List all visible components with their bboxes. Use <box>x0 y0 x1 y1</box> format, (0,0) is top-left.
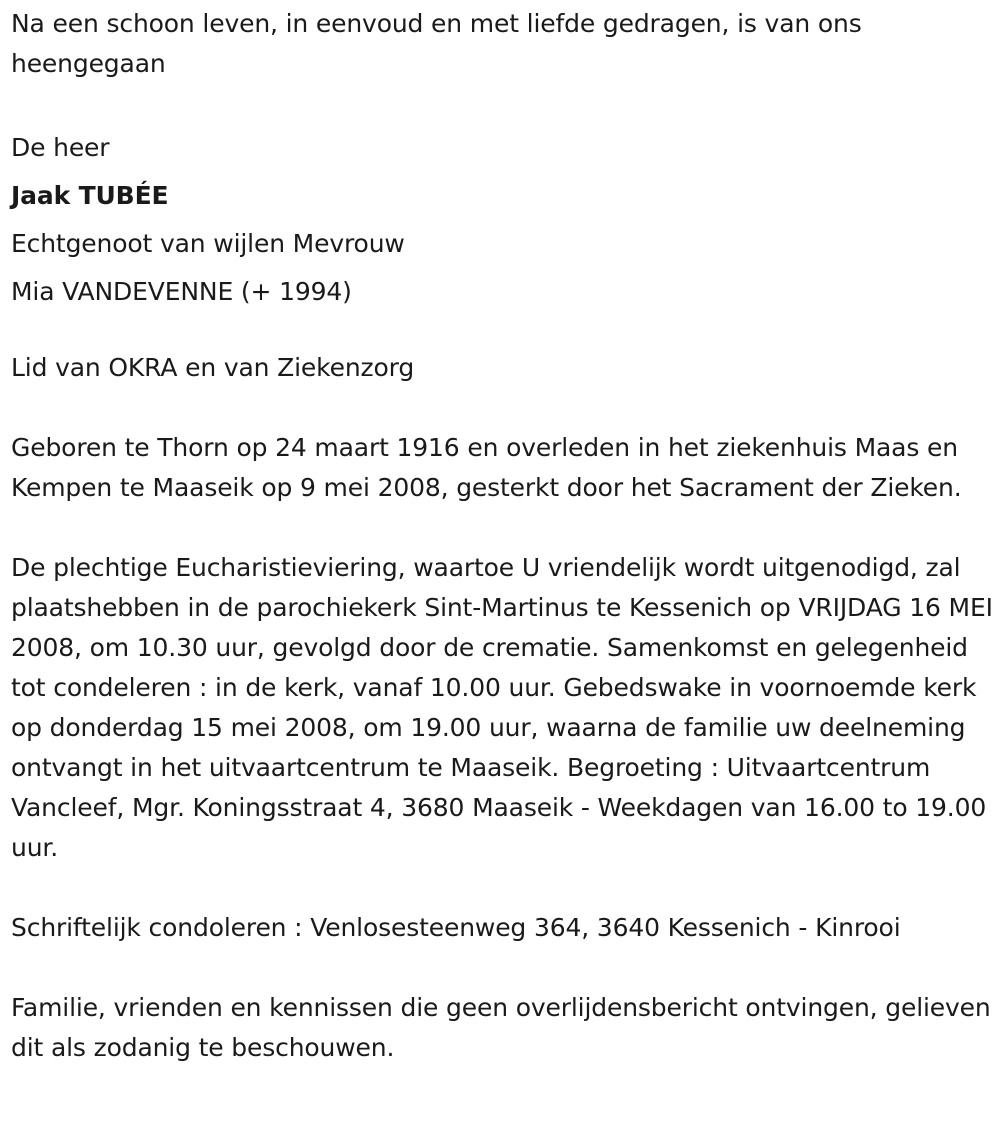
spouse-line-1: Echtgenoot van wijlen Mevrouw <box>11 229 405 258</box>
written-condolences-text: Schriftelijk condoleren : Venlosesteenweg 364, 3640 Kessenich - Kinrooi <box>11 913 901 942</box>
deceased-block <box>11 124 996 316</box>
spacer <box>11 948 996 988</box>
closing-text: Familie, vrienden en kennissen die geen overlijdensbericht ontvingen, gelieven dit als zodanig te beschouwen. <box>11 993 991 1062</box>
salutation: De heer <box>11 133 110 162</box>
obituary-notice <box>11 4 996 1068</box>
ceremony-text: De plechtige Eucharistieviering, waartoe U vriendelijk wordt uitgenodigd, zal plaatshebben in de parochiekerk Sint-Martinus te Kessenich op VRIJDAG 16 MEI 2008, om 10.30 uur, gevolgd door de crematie. Samenkomst en gelegenheid tot condeleren : in de kerk, vanaf 10.00 uur. Gebedswake in voornoemde kerk op donderdag 15 mei 2008, om 19.00 uur, waarna de familie uw deelneming ontvangt in het uitvaartcentrum te Maaseik. Begroeting : Uitvaartcentrum Vancleef, Mgr. Koningsstraat 4, 3680 Maaseik - Weekdagen van 16.00 to 19.00 uur. <box>11 553 993 862</box>
spacer <box>11 508 996 548</box>
spacer <box>11 868 996 908</box>
membership-text: Lid van OKRA en van Ziekenzorg <box>11 353 415 382</box>
birth-death-text: Geboren te Thorn op 24 maart 1916 en overleden in het ziekenhuis Maas en Kempen te Maaseik op 9 mei 2008, gesterkt door het Sacrament der Zieken. <box>11 433 962 502</box>
intro-text: Na een schoon leven, in eenvoud en met liefde gedragen, is van ons heengegaan <box>11 9 862 78</box>
spouse-line-2: Mia VANDEVENNE (+ 1994) <box>11 277 352 306</box>
spacer <box>11 388 996 428</box>
deceased-name: Jaak TUBÉE <box>11 181 169 210</box>
